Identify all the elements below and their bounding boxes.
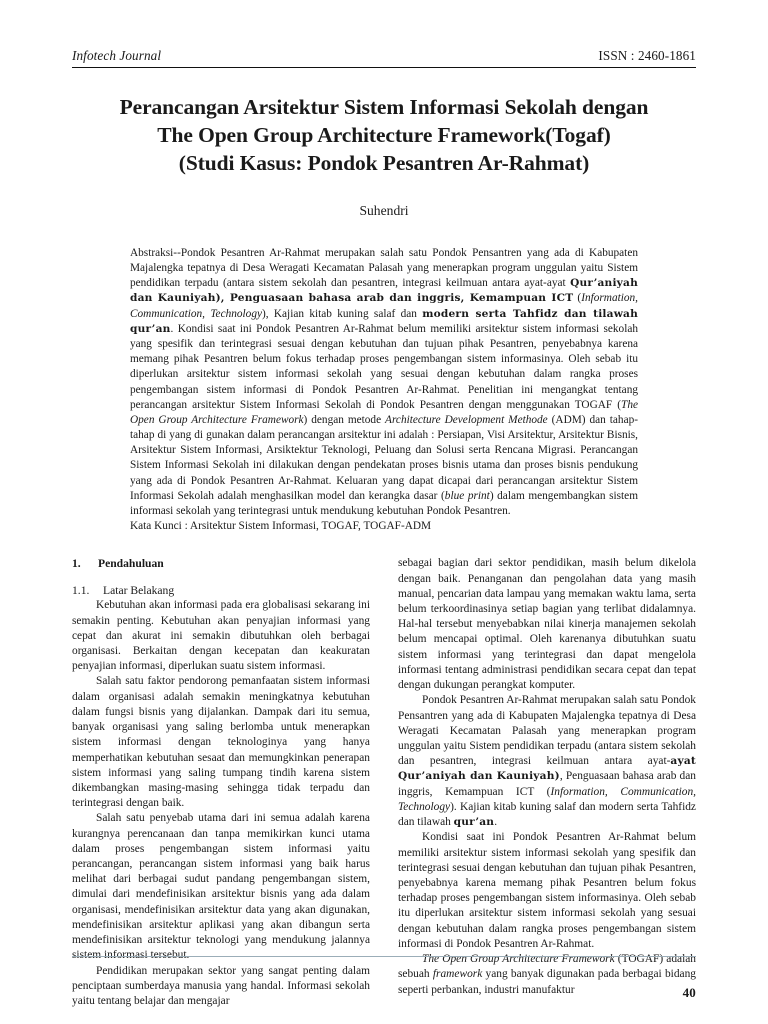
abstract-block xyxy=(130,246,638,535)
abstract-part-6: (ADM) dan tahap-tahap di yang di gunakan dalam perancangan arsitektur ini adalah : Persiapan, Visi Arsitektur, Arsitektur Bisnis, Arsitektur Sistem Informasi, Arsiktektur Teknologi, Peluang dan Solusi serta Rencana Migrasi. Perancangan Sistem Informasi Sekolah ini dilakukan dengan pendekatan proses bisnis utama dan proses bisnis pendukung yang ada di Pondok Pesantren Ar-Rahmat. Keluaran yang dapat dicapai dari perancangan arsitektur Sistem Informasi Sekolah adalah menghasilkan model dan kerangka dasar ( xyxy=(130,413,638,502)
paragraph: Salah satu penyebab utama dari ini semua adalah karena kurangnya perencanaan dan tanpa memikirkan kunci utama dalam proses pengembangan sistem informasi yaitu perancangan, perancangan sistem informasi yang baik harus melihat dari berbagai sudut pandang pengembangan sistem, dimulai dari mendefinisikan arsitektur bisnis yang ada dalam organisasi, mendefinisikan arsitektur data yang akan digunakan, mendefinisikan arsitektur aplikasi yang akan dibangun serta mendefinisikan arsitektur teknologi yang mendukung jalannya sistem informasi tersebut. xyxy=(72,812,370,962)
paragraph: Pendidikan merupakan sektor yang sangat penting dalam penciptaan sumberdaya manusia yang handal. Informasi sekolah yaitu tentang belajar dan mengajar xyxy=(72,964,370,1007)
right-p2-part-a: Pondok Pesantren Ar-Rahmat merupakan salah satu Pondok Pensantren yang ada di Kabupaten Majalengka tepatnya di Desa Weragati Kecamatan Palasah yang menerapkan program unggulan yaitu Sistem pendidikan terpadu (antara sistem sekolah dan pesantren, integrasi keilmuan antara ayat- xyxy=(398,694,696,768)
paragraph: Salah satu faktor pendorong pemanfaatan sistem informasi dalam organisasi adalah semakin meningkatnya kebutuhan dalam fungsi bisnis yang dijalankan. Dampak dari itu semua, banyak organisasi yang saling berlomba untuk menerapkan sistem informasi dengan teknologinya yang hanya memperhatikan kebutuhan sesaat dan memungkinkan penerapan sistem informasi yang saling tumpang tindih karena sistem dikembangkan masing-masing sehingga tidak terpadu dan terintegrasi dengan baik. xyxy=(72,675,370,810)
paragraph: Kebutuhan akan informasi pada era globalisasi sekarang ini semakin penting. Kebutuhan akan penyajian informasi yang cepat dan akurat ini semakin dibutuhkan oleh berbagai organisasi. Berkaitan dengan kecepatan dan keakuratan penyajian informasi, diperlukan suatu sistem informasi. xyxy=(72,599,370,673)
right-italic-1: Information, Communication, Technology xyxy=(398,785,696,813)
header-divider xyxy=(72,67,696,68)
right-column xyxy=(398,556,696,1009)
subsection-number-1-1: 1.1. xyxy=(72,583,90,597)
abstract-part-5: ) dengan metode xyxy=(303,413,386,426)
section-heading-1 xyxy=(72,556,370,571)
right-p4-part-b: yang banyak digunakan pada berbagai bidang seperti perbankan, industri manufaktur xyxy=(398,968,696,996)
abstract-italic-4: blue print xyxy=(444,489,490,502)
page-number: 40 xyxy=(682,985,696,1000)
abstract-part-1: Abstraksi--Pondok Pesantren Ar-Rahmat merupakan salah satu Pondok Pensantren yang ada di Kabupaten Majalengka tepatnya di Desa Weragati Kecamatan Palasah yang menerapkan program unggulan yaitu Sistem pendidikan terpadu (antara sistem sekolah dan pesantren, integrasi keilmuan antara ayat-ayat xyxy=(130,246,638,290)
abstract-italic-1: Information, Communication, Technology xyxy=(130,292,638,320)
right-transliteration-1: ayat Qur’aniyah dan Kauniyah) xyxy=(398,755,696,783)
right-transliteration-2: qur’an xyxy=(453,816,495,829)
abstract-part-7: ) dalam mengembangkan sistem informasi sekolah yang terintegrasi untuk mendukung kebutuhan Pondok Pesantren. xyxy=(130,489,638,517)
right-italic-2: The Open Group Architecture Framework xyxy=(422,953,615,966)
abstract-transliteration-2: modern serta Tahfidz dan tilawah qur’an xyxy=(130,307,638,335)
left-column xyxy=(72,556,370,1009)
abstract-part-2: ( xyxy=(573,292,582,305)
paragraph: sebagai bagian dari sektor pendidikan, masih belum dikelola dengan baik. Penanganan dan pengolahan data yang masih manual, pencarian data lampau yang memakan waktu lama, serta belum terkoordinasinya setiap bagian yang terlibat didalamnya. Hal-hal tersebut menyebabkan nilai kinerja manajemen sekolah belum mencapai optimal. Oleh karenanya dibutuhkan suatu sistem informasi yang terintegrasi dan dapat mengelola informasi tentang administrasi pendidikan secara cepat dan tepat dengan dukungan perangkat komputer. xyxy=(398,557,696,692)
abstract-transliteration-1: Qur’aniyah dan Kauniyah), Penguasaan bahasa arab dan inggris, Kemampuan ICT xyxy=(130,277,638,305)
right-p2-part-b: , Penguasaan bahasa arab dan inggris, Kemampuan ICT ( xyxy=(398,770,696,798)
subsection-title-1-1: Latar Belakang xyxy=(103,583,175,597)
section-number-1: 1. xyxy=(72,557,81,571)
abstract-italic-3: Architecture Development Methode xyxy=(385,413,548,426)
title-line-3: (Studi Kasus: Pondok Pesantren Ar-Rahmat) xyxy=(178,150,590,175)
right-italic-3: framework xyxy=(432,968,483,981)
issn-label: ISSN : 2460-1861 xyxy=(598,48,696,63)
right-p2-part-d: . xyxy=(494,816,498,829)
title-line-1: Perancangan Arsitektur Sistem Informasi Sekolah dengan xyxy=(119,95,649,119)
abstract-part-4: . Kondisi saat ini Pondok Pesantren Ar-Rahmat belum memiliki arsitektur sistem informasi sekolah yang spesifik dan terintegrasi sesuai dengan kebutuhan dan tujuan pihak Pesantren, penyebabnya karena memang pihak Pesantren belum fokus terhadap proses pengembangan sistem informasinya. Oleh sebab itu diperlukan arsitektur sistem informasi sekolah yang sesuai dengan kebutuhan dalam rangka proses pengembangan sistem informasi di Pondok Pesantren Ar-Rahmat. Penelitian ini mengangkat tentang perancangan arsitektur Sistem Informasi Sekolah di Pondok Pesantren dengan menggunakan TOGAF ( xyxy=(130,322,638,411)
page-title xyxy=(82,94,686,178)
abstract-part-3: ), Kajian kitab kuning salaf dan xyxy=(261,307,423,320)
paragraph xyxy=(398,952,696,998)
section-title-1: Pendahuluan xyxy=(98,557,164,571)
subsection-heading-1-1 xyxy=(72,583,370,598)
abstract-text xyxy=(130,246,638,519)
author-name: Suhendri xyxy=(359,202,409,218)
journal-name: Infotech Journal xyxy=(72,48,162,63)
footer-divider xyxy=(72,956,696,957)
paragraph: Kondisi saat ini Pondok Pesantren Ar-Rahmat belum memiliki arsitektur sistem informasi sekolah yang spesifik dan terintegrasi sesuai dengan kebutuhan dan tujuan pihak Pesantren, penyebabnya karena memang pihak Pesantren belum fokus terhadap proses pengembangan sistem informasinya. Oleh sebab itu diperlukan arsitektur sistem informasi sekolah yang sesuai dengan kebutuhan dalam rangka proses pengembangan sistem informasi di Pondok Pesantren Ar-Rahmat. xyxy=(398,831,696,950)
title-line-2: The Open Group Architecture Framework(Togaf) xyxy=(157,122,611,147)
paragraph xyxy=(398,693,696,830)
keywords-line: Kata Kunci : Arsitektur Sistem Informasi, TOGAF, TOGAF-ADM xyxy=(130,520,432,533)
body-columns xyxy=(72,556,696,1009)
right-p4-part-a: (TOGAF) adalah sebuah xyxy=(398,953,696,981)
right-p2-part-c: ). Kajian kitab kuning salaf dan modern serta Tahfidz dan tilawah xyxy=(398,800,696,829)
running-head xyxy=(72,48,696,67)
abstract-italic-2: The Open Group Architecture Framework xyxy=(130,398,638,426)
